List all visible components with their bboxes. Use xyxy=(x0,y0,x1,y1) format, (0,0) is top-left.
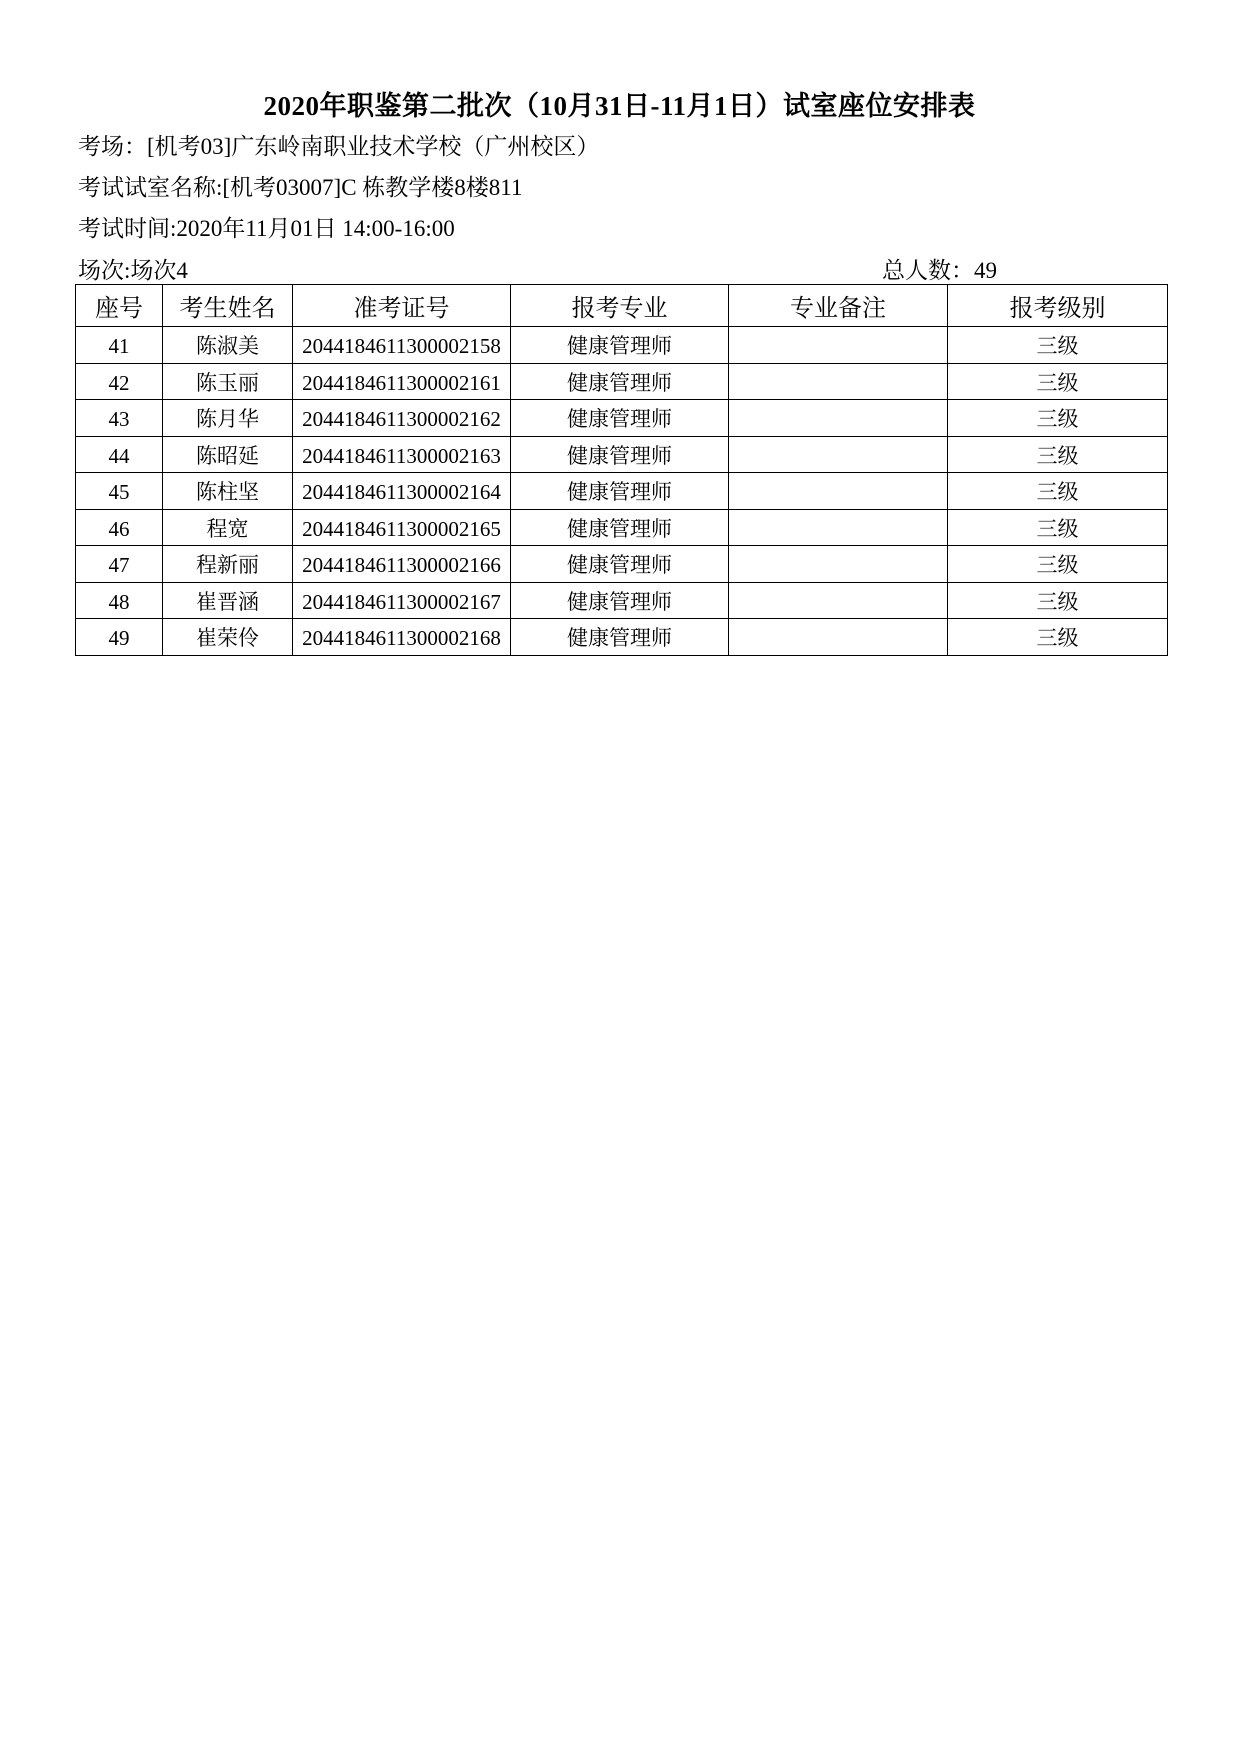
cell-candidate-name: 程宽 xyxy=(163,509,293,546)
cell-seat-number: 42 xyxy=(76,363,163,400)
table-row xyxy=(76,509,1168,546)
header-admission-number: 准考证号 xyxy=(293,285,511,327)
cell-candidate-name: 陈玉丽 xyxy=(163,363,293,400)
table-header-row xyxy=(76,285,1168,327)
cell-seat-number: 44 xyxy=(76,436,163,473)
header-major-note: 专业备注 xyxy=(729,285,948,327)
exam-time: 考试时间:2020年11月01日 14:00-16:00 xyxy=(78,216,455,241)
document-title: 2020年职鉴第二批次（10月31日-11月1日）试室座位安排表 xyxy=(263,91,976,121)
table-row xyxy=(76,436,1168,473)
cell-level: 三级 xyxy=(948,509,1168,546)
table-row xyxy=(76,473,1168,510)
cell-major: 健康管理师 xyxy=(511,327,729,364)
cell-candidate-name: 崔晋涵 xyxy=(163,582,293,619)
cell-seat-number: 49 xyxy=(76,619,163,656)
cell-admission-number: 2044184611300002166 xyxy=(293,546,511,583)
cell-major: 健康管理师 xyxy=(511,509,729,546)
exam-session: 场次:场次4 xyxy=(78,258,188,283)
cell-candidate-name: 陈月华 xyxy=(163,400,293,437)
cell-major-note xyxy=(729,327,948,364)
header-seat-number: 座号 xyxy=(76,285,163,327)
cell-major-note xyxy=(729,619,948,656)
cell-admission-number: 2044184611300002161 xyxy=(293,363,511,400)
cell-major-note xyxy=(729,436,948,473)
table-row xyxy=(76,582,1168,619)
cell-seat-number: 45 xyxy=(76,473,163,510)
cell-seat-number: 43 xyxy=(76,400,163,437)
cell-level: 三级 xyxy=(948,546,1168,583)
cell-major: 健康管理师 xyxy=(511,363,729,400)
cell-admission-number: 2044184611300002165 xyxy=(293,509,511,546)
table-row xyxy=(76,363,1168,400)
cell-major-note xyxy=(729,546,948,583)
cell-major: 健康管理师 xyxy=(511,582,729,619)
cell-admission-number: 2044184611300002167 xyxy=(293,582,511,619)
cell-major: 健康管理师 xyxy=(511,436,729,473)
table-row xyxy=(76,400,1168,437)
cell-candidate-name: 崔荣伶 xyxy=(163,619,293,656)
cell-admission-number: 2044184611300002162 xyxy=(293,400,511,437)
cell-major-note xyxy=(729,582,948,619)
cell-candidate-name: 陈昭延 xyxy=(163,436,293,473)
cell-seat-number: 46 xyxy=(76,509,163,546)
cell-admission-number: 2044184611300002163 xyxy=(293,436,511,473)
cell-candidate-name: 陈淑美 xyxy=(163,327,293,364)
cell-level: 三级 xyxy=(948,582,1168,619)
total-candidates: 总人数：49 xyxy=(882,258,997,283)
table-row xyxy=(76,327,1168,364)
exam-room: 考试试室名称:[机考03007]C 栋教学楼8楼811 xyxy=(78,175,523,200)
header-level: 报考级别 xyxy=(948,285,1168,327)
cell-admission-number: 2044184611300002164 xyxy=(293,473,511,510)
cell-seat-number: 41 xyxy=(76,327,163,364)
header-major: 报考专业 xyxy=(511,285,729,327)
cell-major-note xyxy=(729,400,948,437)
cell-seat-number: 47 xyxy=(76,546,163,583)
cell-level: 三级 xyxy=(948,436,1168,473)
cell-admission-number: 2044184611300002168 xyxy=(293,619,511,656)
cell-major-note xyxy=(729,363,948,400)
seating-table xyxy=(75,284,1168,656)
cell-level: 三级 xyxy=(948,619,1168,656)
cell-seat-number: 48 xyxy=(76,582,163,619)
table-row xyxy=(76,546,1168,583)
cell-major: 健康管理师 xyxy=(511,400,729,437)
cell-major: 健康管理师 xyxy=(511,619,729,656)
cell-major: 健康管理师 xyxy=(511,546,729,583)
cell-candidate-name: 陈柱坚 xyxy=(163,473,293,510)
header-candidate-name: 考生姓名 xyxy=(163,285,293,327)
exam-venue: 考场：[机考03]广东岭南职业技术学校（广州校区） xyxy=(78,134,600,159)
cell-level: 三级 xyxy=(948,327,1168,364)
cell-major-note xyxy=(729,473,948,510)
cell-major-note xyxy=(729,509,948,546)
cell-major: 健康管理师 xyxy=(511,473,729,510)
cell-level: 三级 xyxy=(948,400,1168,437)
table-row xyxy=(76,619,1168,656)
cell-admission-number: 2044184611300002158 xyxy=(293,327,511,364)
cell-candidate-name: 程新丽 xyxy=(163,546,293,583)
cell-level: 三级 xyxy=(948,363,1168,400)
cell-level: 三级 xyxy=(948,473,1168,510)
